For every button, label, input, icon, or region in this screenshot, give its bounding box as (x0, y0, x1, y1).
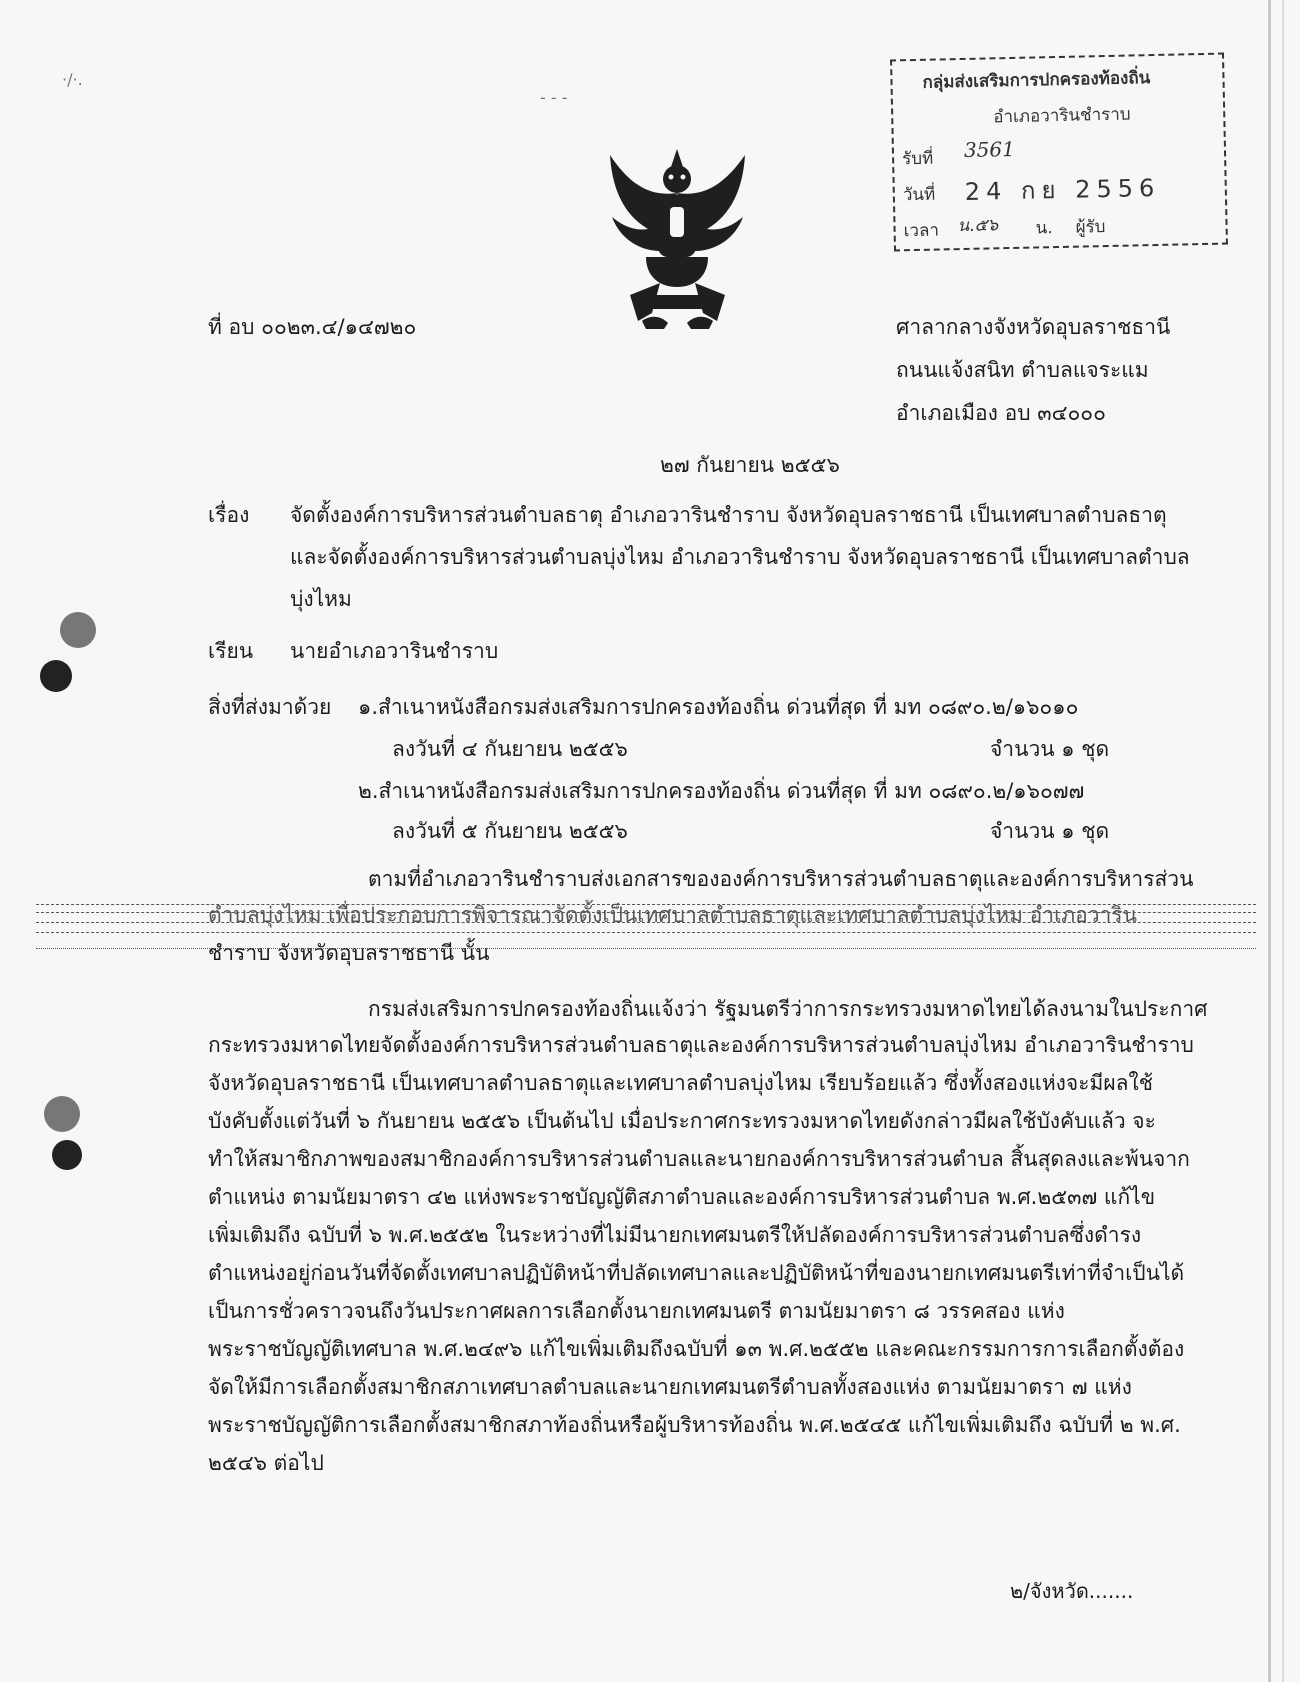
scan-fold-line (36, 904, 1256, 905)
enclosure-2-line1: ๒.สำเนาหนังสือกรมส่งเสริมการปกครองท้องถิ่น ด่วนที่สุด ที่ มท ๐๘๙๐.๒/๑๖๐๗๗ (358, 779, 1085, 803)
enclosure-1-count: จำนวน ๑ ชุด (990, 737, 1110, 761)
recipient: นายอำเภอวารินชำราบ (290, 639, 499, 663)
stamp-receipt-label: รับที่ (901, 148, 934, 170)
scan-mark: - - - (540, 88, 568, 107)
para2-line: ตำแหน่ง ตามนัยมาตรา ๔๒ แห่งพระราชบัญญัติสภาตำบลและองค์การบริหารส่วนตำบล พ.ศ.๒๕๓๗ แก้ไข (208, 1185, 1156, 1209)
stamp-district: อำเภอวารินชำราบ (993, 104, 1131, 128)
punch-hole (40, 660, 72, 692)
subject-label: เรื่อง (208, 503, 250, 527)
punch-hole (44, 1096, 80, 1132)
scan-fold-line (36, 932, 1256, 933)
stamp-date-label: วันที่ (902, 184, 936, 206)
sender-address-line1: ศาลากลางจังหวัดอุบลราชธานี (896, 315, 1171, 339)
para2-line: กระทรวงมหาดไทยจัดตั้งองค์การบริหารส่วนตำบลธาตุและองค์การบริหารส่วนตำบลบุ่งไหม อำเภอวารินชำราบ (208, 1033, 1194, 1057)
para2-line: จังหวัดอุบลราชธานี เป็นเทศบาลตำบลธาตุและเทศบาลตำบลบุ่งไหม เรียบร้อยแล้ว ซึ่งทั้งสองแห่งจะมีผลใช้ (208, 1071, 1154, 1095)
letter-date: ๒๗ กันยายน ๒๕๕๖ (660, 453, 840, 477)
scan-edge-right (1268, 0, 1271, 1682)
para1-line: ตำบลบุ่งไหม เพื่อประกอบการพิจารณาจัดตั้งเป็นเทศบาลตำบลธาตุและเทศบาลตำบลบุ่งไหม อำเภอวาริน (208, 903, 1137, 927)
stamp-receipt-no: 3561 (963, 136, 1016, 162)
stamp-time-unit: น. (1035, 218, 1053, 239)
para2-line: จัดให้มีการเลือกตั้งสมาชิกสภาเทศบาลตำบลและนายกเทศมนตรีตำบลทั้งสองแห่ง ตามนัยมาตรา ๗ แห่ง (208, 1375, 1132, 1399)
scan-fold-line (36, 912, 1256, 913)
subject-line: จัดตั้งองค์การบริหารส่วนตำบลธาตุ อำเภอวารินชำราบ จังหวัดอุบลราชธานี เป็นเทศบาลตำบลธาตุ (290, 503, 1167, 527)
para2-line: เพิ่มเติมถึง ฉบับที่ ๖ พ.ศ.๒๕๕๒ ในระหว่างที่ไม่มีนายกเทศมนตรีให้ปลัดองค์การบริหารส่วนตำบลซึ่งดำรง (208, 1223, 1142, 1247)
subject-line: บุ่งไหม (290, 587, 352, 611)
para2-line: บังคับตั้งแต่วันที่ ๖ กันยายน ๒๕๕๖ เป็นต้นไป เมื่อประกาศกระทรวงมหาดไทยดังกล่าวมีผลใช้บังคับแล้ว จะ (208, 1109, 1156, 1133)
enclosure-2-count: จำนวน ๑ ชุด (990, 819, 1110, 843)
para2-line: พระราชบัญญัติเทศบาล พ.ศ.๒๔๙๖ แก้ไขเพิ่มเติมถึงฉบับที่ ๑๓ พ.ศ.๒๕๕๒ และคณะกรรมการการเลือกตั้งต้อง (208, 1337, 1185, 1361)
punch-hole (60, 612, 96, 648)
scan-edge-right-outer (1282, 0, 1284, 1682)
enclosure-2-line2: ลงวันที่ ๕ กันยายน ๒๕๕๖ (392, 819, 628, 843)
enclosure-1-line1: ๑.สำเนาหนังสือกรมส่งเสริมการปกครองท้องถิ่น ด่วนที่สุด ที่ มท ๐๘๙๐.๒/๑๖๐๑๐ (358, 695, 1079, 719)
sender-address-line2: ถนนแจ้งสนิท ตำบลแจระแม (896, 358, 1149, 382)
scan-fold-line (36, 922, 1256, 923)
sender-address-line3: อำเภอเมือง อบ ๓๔๐๐๐ (896, 401, 1106, 425)
para1-line: ชำราบ จังหวัดอุบลราชธานี นั้น (208, 941, 490, 965)
subject-line: และจัดตั้งองค์การบริหารส่วนตำบลบุ่งไหม อำเภอวารินชำราบ จังหวัดอุบลราชธานี เป็นเทศบาลตำบล (290, 545, 1190, 569)
stamp-office: กลุ่มส่งเสริมการปกครองท้องถิ่น (922, 68, 1151, 93)
para2-line: ๒๕๔๖ ต่อไป (208, 1451, 324, 1475)
receipt-stamp (890, 53, 1228, 252)
garuda-emblem (590, 145, 765, 330)
punch-hole (52, 1140, 82, 1170)
scan-fold-line (36, 948, 1256, 949)
para2-line: ตำแหน่งอยู่ก่อนวันที่จัดตั้งเทศบาลปฏิบัติหน้าที่ปลัดเทศบาลและปฏิบัติหน้าที่ของนายกเทศมนตรีเท่าที่จำเป็นได้ (208, 1261, 1185, 1285)
scan-mark: ·/·. (62, 70, 83, 89)
stamp-time-value: น.๕๖ (957, 215, 999, 237)
para1-line: ตามที่อำเภอวารินชำราบส่งเอกสารขององค์การบริหารส่วนตำบลธาตุและองค์การบริหารส่วน (368, 867, 1194, 891)
to-label: เรียน (208, 639, 254, 663)
enclosure-label: สิ่งที่ส่งมาด้วย (208, 695, 332, 719)
continuation-note: ๒/จังหวัด....... (1010, 1579, 1134, 1603)
para2-line: พระราชบัญญัติการเลือกตั้งสมาชิกสภาท้องถิ่นหรือผู้บริหารท้องถิ่น พ.ศ.๒๕๔๕ แก้ไขเพิ่มเติมถึง ฉบับที่ ๒ พ.ศ. (208, 1413, 1181, 1437)
document-number: ที่ อบ ๐๐๒๓.๔/๑๔๗๒๐ (208, 315, 417, 339)
para2-line: ทำให้สมาชิกภาพของสมาชิกองค์การบริหารส่วนตำบลและนายกองค์การบริหารส่วนตำบล สิ้นสุดลงและพ้นจาก (208, 1147, 1190, 1171)
stamp-time-label: เวลา (903, 220, 940, 242)
para2-line: กรมส่งเสริมการปกครองท้องถิ่นแจ้งว่า รัฐมนตรีว่าการกระทรวงมหาดไทยได้ลงนามในประกาศ (368, 997, 1208, 1021)
stamp-date-value: 24 กย 2556 (964, 173, 1161, 206)
stamp-receiver-label: ผู้รับ (1075, 217, 1106, 238)
para2-line: เป็นการชั่วคราวจนถึงวันประกาศผลการเลือกตั้งนายกเทศมนตรี ตามนัยมาตรา ๘ วรรคสอง แห่ง (208, 1299, 1065, 1323)
enclosure-1-line2: ลงวันที่ ๔ กันยายน ๒๕๕๖ (392, 737, 628, 761)
